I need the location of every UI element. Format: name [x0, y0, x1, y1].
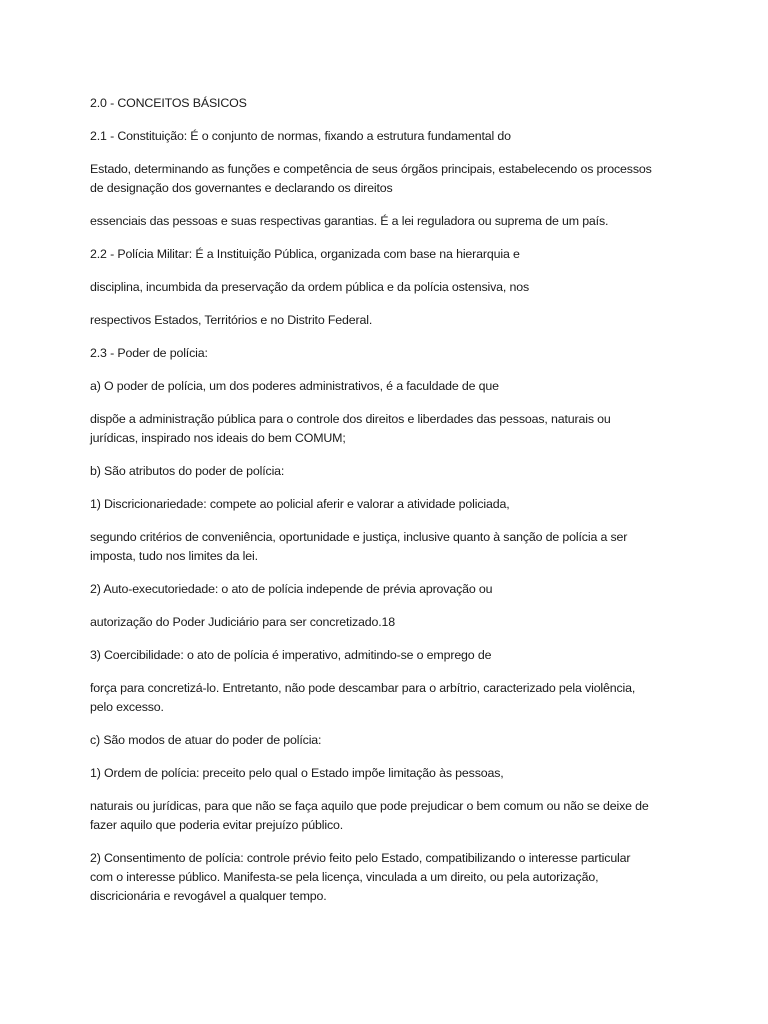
paragraph-line: naturais ou jurídicas, para que não se faça aquilo que pode prejudicar o bem comum ou não se deixe de	[90, 799, 649, 813]
paragraph-line: discricionária e revogável a qualquer tempo.	[90, 889, 327, 903]
paragraph-line: segundo critérios de conveniência, oportunidade e justiça, inclusive quanto à sanção de polícia a ser	[90, 530, 628, 544]
paragraph-line: 3) Coercibilidade: o ato de polícia é imperativo, admitindo-se o emprego de	[90, 648, 492, 662]
section-heading: 2.0 - CONCEITOS BÁSICOS	[90, 96, 247, 110]
paragraph-line: b) São atributos do poder de polícia:	[90, 464, 285, 478]
paragraph-line: 2) Consentimento de polícia: controle prévio feito pelo Estado, compatibilizando o interesse particular	[90, 851, 631, 865]
subsection-heading: 2.3 - Poder de polícia:	[90, 346, 208, 360]
paragraph-line: respectivos Estados, Territórios e no Distrito Federal.	[90, 313, 373, 327]
paragraph-line: força para concretizá-lo. Entretanto, não pode descambar para o arbítrio, caracterizado pela violência,	[90, 681, 636, 695]
paragraph-line: a) O poder de polícia, um dos poderes administrativos, é a faculdade de que	[90, 379, 499, 393]
paragraph-line: pelo excesso.	[90, 700, 164, 714]
paragraph-line: Estado, determinando as funções e competência de seus órgãos principais, estabelecendo os processos	[90, 162, 652, 176]
paragraph-line: essenciais das pessoas e suas respectivas garantias. É a lei reguladora ou suprema de um país.	[90, 214, 609, 228]
paragraph-line: de designação dos governantes e declarando os direitos	[90, 181, 393, 195]
paragraph-line: 1) Discricionariedade: compete ao policial aferir e valorar a atividade policiada,	[90, 497, 510, 511]
paragraph-line: 2.2 - Polícia Militar: É a Instituição Pública, organizada com base na hierarquia e	[90, 247, 520, 261]
paragraph-line: autorização do Poder Judiciário para ser concretizado.18	[90, 615, 395, 629]
paragraph-line: 1) Ordem de polícia: preceito pelo qual o Estado impõe limitação às pessoas,	[90, 766, 504, 780]
paragraph-line: disciplina, incumbida da preservação da ordem pública e da polícia ostensiva, nos	[90, 280, 529, 294]
paragraph-line: 2.1 - Constituição: É o conjunto de normas, fixando a estrutura fundamental do	[90, 129, 511, 143]
paragraph-line: com o interesse público. Manifesta-se pela licença, vinculada a um direito, ou pela autorização,	[90, 870, 599, 884]
paragraph-line: dispõe a administração pública para o controle dos direitos e liberdades das pessoas, naturais ou	[90, 412, 611, 426]
paragraph-line: 2) Auto-executoriedade: o ato de polícia independe de prévia aprovação ou	[90, 582, 493, 596]
paragraph-line: c) São modos de atuar do poder de polícia:	[90, 733, 322, 747]
paragraph-line: fazer aquilo que poderia evitar prejuízo público.	[90, 818, 344, 832]
paragraph-line: jurídicas, inspirado nos ideais do bem COMUM;	[90, 431, 346, 445]
paragraph-line: imposta, tudo nos limites da lei.	[90, 549, 258, 563]
